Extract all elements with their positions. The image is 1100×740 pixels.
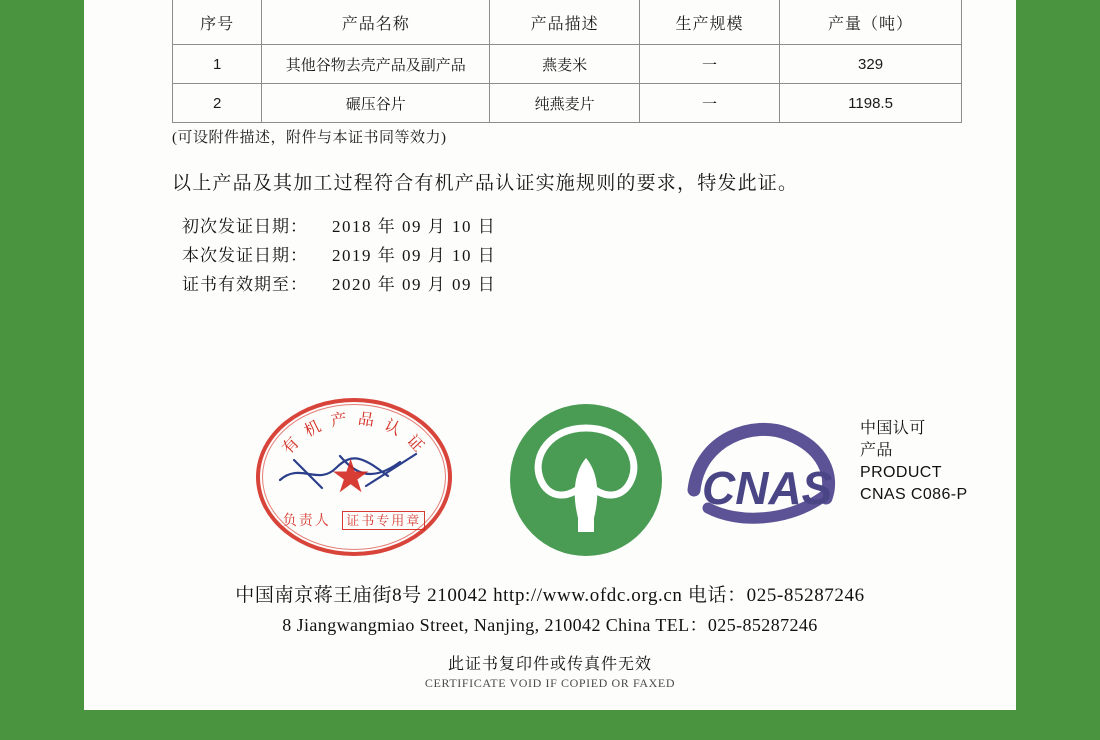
column-header-output: 产量（吨） xyxy=(780,0,962,45)
cell-output: 329 xyxy=(780,45,962,84)
seal-responsible-label: 负责人 xyxy=(282,514,331,529)
svg-text:有 机 产 品 认 证: 有 机 产 品 认 证 xyxy=(279,410,429,458)
column-header-product-name: 产品名称 xyxy=(262,0,490,45)
date-value: 2019 年 09 月 10 日 xyxy=(332,246,497,265)
cell-desc: 纯燕麦片 xyxy=(490,84,640,123)
organic-green-logo-icon xyxy=(508,402,664,558)
five-point-star-icon: ★ xyxy=(330,451,372,502)
footer-void-notice-cn: 此证书复印件或传真件无效 xyxy=(447,656,652,673)
cnas-line-4: CNAS C086-P xyxy=(860,486,968,503)
column-header-scale: 生产规模 xyxy=(640,0,780,45)
cnas-logo-icon xyxy=(684,412,854,532)
svg-text:CNAS: CNAS xyxy=(702,462,833,514)
table-note: (可设附件描述，附件与本证书同等效力) xyxy=(172,130,447,146)
date-value: 2020 年 09 月 09 日 xyxy=(332,275,497,294)
table-row xyxy=(173,84,962,123)
column-header-no: 序号 xyxy=(173,0,262,45)
cnas-accreditation-text xyxy=(860,418,968,506)
cell-scale: 一 xyxy=(640,45,780,84)
date-label: 证书有效期至： xyxy=(182,275,308,294)
seal-row xyxy=(84,390,1016,570)
date-row-first-issue xyxy=(182,212,496,237)
cell-no: 1 xyxy=(173,45,262,84)
date-block xyxy=(182,212,496,299)
seal-bottom-text xyxy=(272,510,436,530)
cnas-line-2: 产品 xyxy=(860,442,893,459)
cell-desc: 燕麦米 xyxy=(490,45,640,84)
official-red-seal xyxy=(252,398,464,563)
cell-name: 其他谷物去壳产品及副产品 xyxy=(262,45,490,84)
date-value: 2018 年 09 月 10 日 xyxy=(332,217,497,236)
cell-scale: 一 xyxy=(640,84,780,123)
date-row-current-issue xyxy=(182,241,496,266)
cell-output: 1198.5 xyxy=(780,84,962,123)
compliance-statement: 以上产品及其加工过程符合有机产品认证实施规则的要求，特发此证。 xyxy=(172,173,799,194)
footer-void-notice-en: CERTIFICATE VOID IF COPIED OR FAXED xyxy=(424,676,676,690)
cnas-line-3: PRODUCT xyxy=(860,464,942,481)
column-header-description: 产品描述 xyxy=(490,0,640,45)
table-row xyxy=(173,45,962,84)
cell-name: 碾压谷片 xyxy=(262,84,490,123)
footer-address-en: 8 Jiangwangmiao Street, Nanjing, 210042 China TEL：025-85287246 xyxy=(282,615,818,635)
footer-address-cn: 中国南京蒋王庙街8号 210042 http://www.ofdc.org.cn 电话：025-85287246 xyxy=(235,585,865,606)
date-row-valid-until xyxy=(182,270,496,295)
cnas-line-1: 中国认可 xyxy=(860,420,926,437)
date-label: 初次发证日期： xyxy=(182,217,308,236)
product-table xyxy=(172,0,962,123)
certificate-page xyxy=(84,0,1016,710)
table-header-row xyxy=(173,0,962,45)
certificate-footer xyxy=(84,580,1016,691)
cell-no: 2 xyxy=(173,84,262,123)
date-label: 本次发证日期： xyxy=(182,246,308,265)
seal-boxed-label: 证书专用章 xyxy=(342,511,425,530)
